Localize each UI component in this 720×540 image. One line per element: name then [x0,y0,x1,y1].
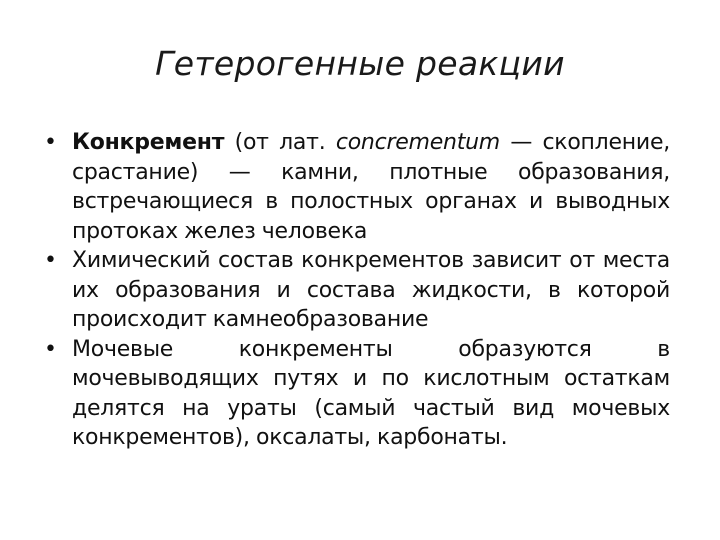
bullet-item-urinary [44,335,670,453]
bullet-dot-icon: • [44,248,57,273]
term-konkrement: Конкремент [72,130,225,155]
bullet-dot-icon: • [44,130,57,155]
bullet-dot-icon: • [44,336,57,362]
bullet-item-composition [44,246,670,335]
bullet-item-definition [44,128,670,246]
slide-title: Гетерогенные реакции [155,44,565,83]
urinary-text: Мочевые конкременты образуются в мочевыводящих путях и по кислотным остаткам делятся на ураты (самый частый вид мочевых конкрементов), оксалаты, карбонаты. [72,336,670,450]
latin-term: concrementum [335,130,500,155]
latin-prefix: (от лат. [224,130,336,155]
composition-text: Химический состав конкрементов зависит от места их образования и состава жидкости, в которой происходит камнеобразование [72,248,670,332]
definition-text: — скопление, срастание) — камни, плотные образования, встречающиеся в полостных органах и выводных протоках желез человека [72,130,670,244]
bullet-list [44,128,670,453]
